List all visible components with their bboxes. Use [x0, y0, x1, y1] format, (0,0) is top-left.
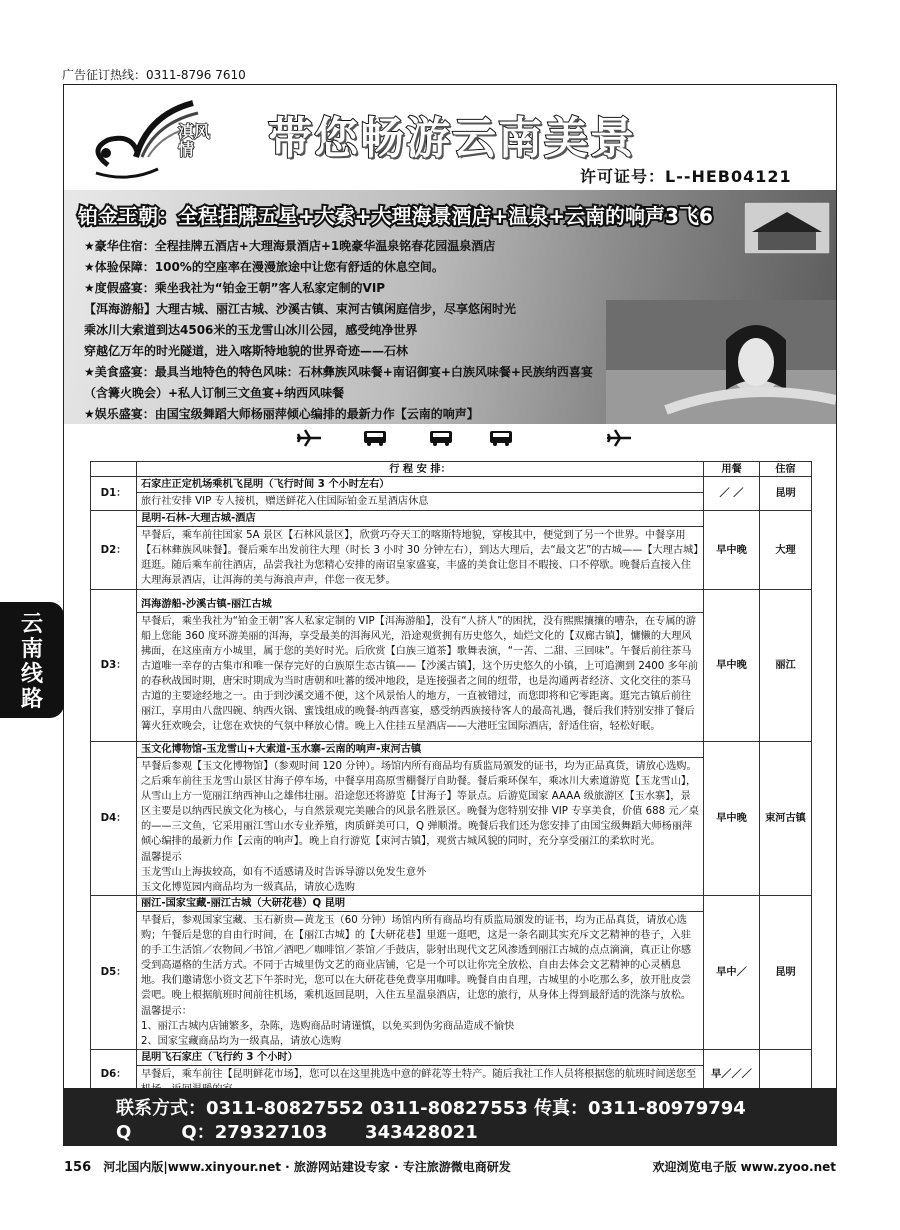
banner-feature-list [84, 236, 604, 425]
banner-line: ★娱乐盛宴：由国宝级舞蹈大师杨丽萍倾心编排的最新力作【云南的响声】 [84, 407, 479, 421]
contact-phones: 联系方式：0311-80827552 0311-80827553 传真：0311-80979794 [116, 1098, 746, 1119]
meals-cell: 早中晚 [704, 590, 760, 742]
table-row [91, 511, 812, 590]
ad-hotline: 广告征订热线：0311-8796 7610 [62, 68, 246, 82]
meals-cell: 早中晚 [704, 511, 760, 590]
banner-line: ★豪华住宿：全程挂牌五酒店+大理海景酒店+1晚豪华温泉铭春花园温泉酒店 [84, 239, 496, 253]
header-meals: 用餐 [704, 462, 760, 477]
contact-footer [64, 1088, 836, 1146]
woman-in-hot-spring-photo [606, 300, 836, 424]
route-title: 丽江-国家宝藏-丽江古城（大研花巷）Q 昆明 [137, 896, 703, 912]
banner-line: ★度假盛宴：乘坐我社为“铂金王朝”客人私家定制的VIP [84, 281, 386, 295]
tips-title: 温馨提示 [141, 852, 182, 863]
bus-icon [488, 428, 514, 448]
publisher-info: 河北国内版|www.xinyour.net · 旅游网站建设专家 · 专注旅游微电商研发 [103, 1160, 511, 1174]
page-footer [64, 1158, 836, 1175]
route-title: 石家庄正定机场乘机飞昆明（飞行时间 3 个小时左右） [137, 477, 703, 493]
itinerary-cell [137, 742, 704, 896]
hotel-cell: 束河古镇 [760, 742, 812, 896]
tips-title: 温馨提示： [141, 1006, 192, 1017]
itinerary-cell [137, 511, 704, 590]
banner-title: 铂金王朝：全程挂牌五星+大索+大理海景酒店+温泉+云南的响声3飞6 [78, 204, 713, 228]
route-title: 玉文化博物馆-玉龙雪山+大索道-玉水寨-云南的响声-束河古镇 [137, 742, 703, 758]
day-description: 旅行社安排 VIP 专人接机，赠送鲜花入住国际铂金五星酒店休息 [141, 496, 429, 507]
table-row [91, 896, 812, 1050]
itinerary-table [90, 461, 812, 1099]
plane-icon [296, 428, 322, 448]
day-description: 早餐后参观【玉文化博物馆】（参观时间 120 分钟）。场馆内所有商品均有质监局颁发的证书，均为正品真货，请放心选购。之后乘车前往玉龙雪山景区甘海子停车场，中餐享用高原雪棚餐厅自助餐。餐后乘环保车，乘冰川大索道游览【玉龙雪山】，从雪山上方一览丽江纳西神山之雄伟壮丽。沿途您还将游览【甘海子】等景点。后游览国家 AAAA 级旅游区【玉水寨】，景区主要是以纳西民族文化为核心，与自然景观完美融合的风景名胜景区。晚餐为您特别安排 VIP 专享美食，价值 688 元／桌的——三文鱼，它采用丽江雪山水专业养殖，肉质鲜美可口，Q 弹顺滑。晚餐后我们还为您安排了由国宝级舞蹈大师杨丽萍倾心编排的最新力作【云南的响声】。晚上自行游览【束河古镇】，观赏古城风貌的同时，充分享受丽江的柔软时光。 [141, 761, 699, 847]
banner-line: ★体验保障：100%的空座率在漫漫旅途中让您有舒适的休息空间。 [84, 260, 444, 274]
day-label: D6： [91, 1050, 137, 1099]
route-title: 昆明-石林-大理古城-酒店 [137, 511, 703, 527]
page-number: 156 [64, 1160, 92, 1175]
banner-line: ★美食盛宴：最具当地特色的特色风味：石林彝族风味餐+南诏御宴+白族风味餐+民族纳西喜宴 [84, 365, 593, 379]
meals-cell: 早／／／ [704, 1050, 760, 1099]
route-title: 洱海游船-沙溪古镇-丽江古城 [137, 597, 703, 613]
header-day [91, 462, 137, 477]
day-label: D3： [91, 590, 137, 742]
tip-item: 玉龙雪山上海拔较高，如有不适感请及时告诉导游以免发生意外 [141, 867, 427, 878]
banner-line: 【洱海游船】大理古城、丽江古城、沙溪古镇、束河古镇闲庭信步，尽享悠闲时光 [84, 302, 517, 316]
day-description: 早餐后，参观国家宝藏、玉石新贵—黄龙玉（60 分钟）场馆内所有商品均有质监局颁发的证书，均为正品真货，请放心选购；午餐后是您的自由行时间，在【丽江古城】的【大研花巷】里逛一逛吧，这是一条名副其实充斥文艺精神的巷子，入驻的手工生活馆／农物间／书馆／酒吧／咖啡馆／茶馆／手鼓店，影射出现代文艺风渗透到丽江古城的点点滴滴，真正让你感受到高逼格的生活方式。不同于古城里伪文艺的商业店铺，它是一个可以让你完全放松、自由去体会文艺精神的心灵栖息地。我们邀请您小资文艺下午茶时光，您可以在大研花巷免费享用咖啡。晚餐自由自理，古城里的小吃那么多，放开肚皮尝尝吧。晚上根据航班时间前往机场，乘机返回昆明，入住五星温泉酒店，让您的旅行，从身体上得到最舒适的洗涤与放松。 [141, 915, 692, 1001]
contact-qq: Q Q：279327103 343428021 [116, 1122, 478, 1143]
tip-item: 1、丽江古城内店铺繁多，杂陈，选购商品时请谨慎，以免买到伪劣商品造成不愉快 [141, 1021, 515, 1032]
meals-cell: 早中晚 [704, 742, 760, 896]
scenic-building-photo [744, 202, 830, 254]
day-description: 早餐后，乘车前往【昆明鲜花市场】，您可以在这里挑选中意的鲜花等土特产。随后我社工作人员将根据您的航班时间送您至 [141, 1069, 697, 1080]
side-category-tab [0, 602, 64, 718]
hotel-cell: 大理 [760, 511, 812, 590]
hotel-cell: 昆明 [760, 896, 812, 1050]
tip-item: 2、国家宝藏商品均为一级真品，请放心选购 [141, 1036, 342, 1047]
meals-cell: 早中／ [704, 896, 760, 1050]
hotel-cell: 昆明 [760, 477, 812, 511]
table-row [91, 742, 812, 896]
header-hotel: 住宿 [760, 462, 812, 477]
banner-line: 乘冰川大索道到达4506米的玉龙雪山冰川公园，感受纯净世界 [84, 323, 418, 337]
banner-line: 穿越亿万年的时光隧道，进入喀斯特地貌的世界奇迹——石林 [84, 344, 409, 358]
license-number: 许可证号：L--HEB04121 [580, 167, 792, 186]
transport-icons [296, 428, 636, 450]
bus-icon [428, 428, 454, 448]
day-label: D2： [91, 511, 137, 590]
day-description: 早餐后，乘车前往国家 5A 景区【石林风景区】，欣赏巧夺天工的喀斯特地貌，穿梭其中，便觉到了另一个世界。中餐享用【石林彝族风味餐】。餐后乘车出发前往大理（时长 3 小时 30 分钟左右），到达大理后，去“最文艺”的古城——【大理古城】逛逛。随后乘车前往酒店，品尝我社为您精心安排的南诏皇家盛宴，丰盛的美食让您目不暇接、口不停歇。晚餐后直接入住大理海景酒店，让洱海的美与海浪声声，伴您一夜无梦。 [141, 530, 699, 586]
plane-icon [606, 428, 632, 448]
day-description: 早餐后，乘坐我社为“铂金王朝”客人私家定制的 VIP【洱海游船】，没有“人挤人”的困扰，没有熙熙攘攘的嘈杂，在专属的游船上您能 360 度环游美丽的洱海，享受最美的洱海风光，沿途观赏拥有历史悠久，灿烂文化的【双廊古镇】，慵懒的大理风拂面，在这座南方小城里，属于您的美好时光。后欣赏【白族三道茶】歌舞表演，“一苦、二甜、三回味”。午餐后前往茶马古道唯一幸存的古集市和唯一保存完好的白族原生态古镇——【沙溪古镇】，这个历史悠久的小镇，上可追溯到 2400 多年前的春秋战国时期，唐宋时期成为当时唐朝和吐蕃的缓冲地段，是连接强者之间的纽带，也是沟通两者经济、文化交往的茶马古道的主要途经地之一。由于到沙溪交通不便，这个风景怡人的地方，一直被错过，而您即将和它零距离。逛完古镇后前往丽江，享用由八盘四碗、纳西火锅、蜜饯组成的晚餐-纳西喜宴，感受纳西族接待客人的最高礼遇，餐后我们特别安排了餐后篝火狂欢晚会，让您在欢快的气氛中释放心情。晚上入住挂五星酒店——大港旺宝国际酒店，舒适住宿，轻松好眠。 [141, 615, 699, 732]
day-label: D5： [91, 896, 137, 1050]
day-label: D4： [91, 742, 137, 896]
side-tab-label: 云南线路 [20, 612, 43, 712]
banner-line: （含篝火晚会）+私人订制三文鱼宴+纳西风味餐 [84, 386, 345, 400]
route-title: 昆明飞石家庄（飞行约 3 个小时） [137, 1050, 703, 1066]
meals-cell: ／ ／ [704, 477, 760, 511]
itinerary-cell [137, 896, 704, 1050]
table-row [91, 590, 812, 742]
logo [78, 95, 228, 187]
header-itinerary: 行 程 安 排： [137, 462, 704, 477]
table-row [91, 477, 812, 511]
bus-icon [362, 428, 388, 448]
ebook-notice: 欢迎浏览电子版 www.zyoo.net [652, 1160, 836, 1174]
itinerary-cell [137, 590, 704, 742]
page-headline: 带您畅游云南美景 [268, 113, 636, 164]
day-label: D1： [91, 477, 137, 511]
table-header-row [91, 462, 812, 477]
tip-item: 玉文化博览园内商品均为一级真品，请放心选购 [141, 882, 355, 893]
logo-text: 滇风情 [178, 122, 211, 159]
hotel-cell: 丽江 [760, 590, 812, 742]
itinerary-cell [137, 477, 704, 511]
